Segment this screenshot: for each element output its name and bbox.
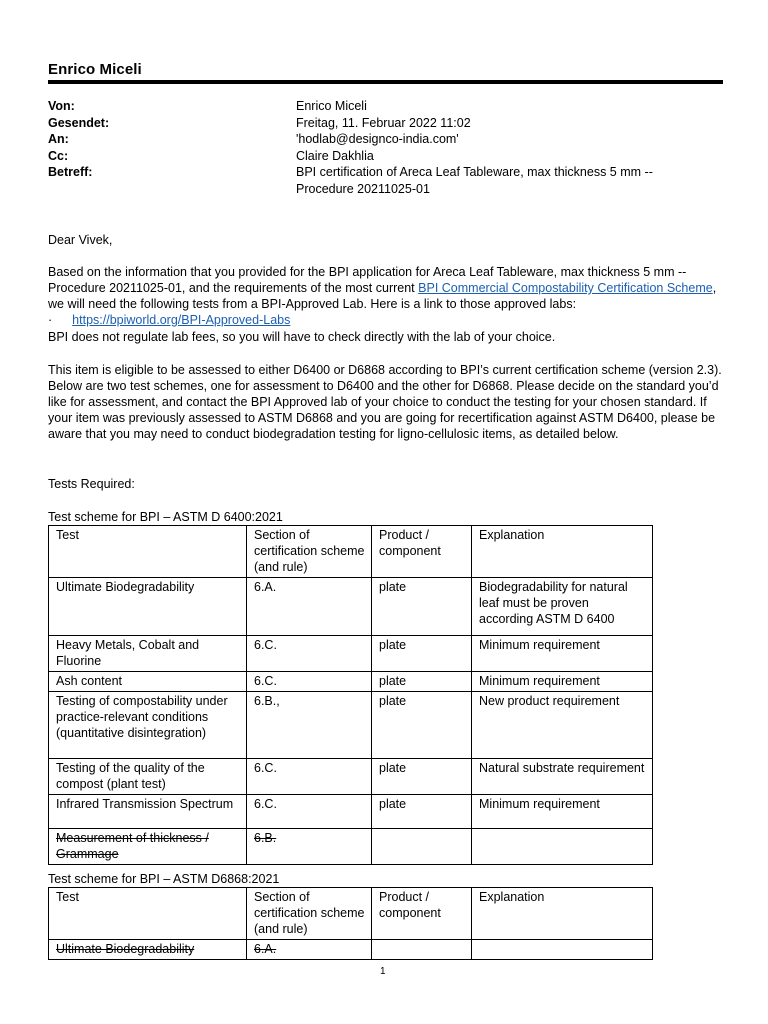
header-cell: Explanation (472, 526, 653, 578)
header-cell: Section of certification scheme (and rule) (247, 526, 372, 578)
header-key: Gesendet: (48, 115, 110, 130)
table-row-struck (49, 829, 653, 865)
header-key: Betreff: (48, 165, 93, 179)
tests-required-label: Tests Required: (48, 477, 135, 491)
bullet: · (48, 313, 53, 327)
cell-explanation: New product requirement (472, 692, 653, 759)
header-row-cc (48, 148, 723, 165)
approved-labs-link[interactable]: https://bpiworld.org/BPI-Approved-Labs (72, 313, 291, 327)
cell-product: plate (372, 636, 472, 672)
header-value: Enrico Miceli (296, 99, 367, 113)
header-rule (48, 80, 723, 84)
header-row-sent (48, 115, 723, 132)
table-row (49, 578, 653, 636)
email-headers (48, 98, 723, 197)
cell-explanation (472, 940, 653, 960)
cell-section: 6.B. (247, 829, 372, 865)
page-number: 1 (380, 966, 386, 977)
cell-section: 6.C. (247, 795, 372, 829)
table-row (49, 636, 653, 672)
table-row (49, 759, 653, 795)
cell-section: 6.A. (247, 578, 372, 636)
intro-text: Based on the information that you provided for the BPI application for Areca Leaf Tableware, max thickness 5 mm -- Procedure 20211025-01, and the requirements of the most current (48, 265, 687, 295)
cell-product: plate (372, 795, 472, 829)
table-header-row (49, 888, 653, 940)
cell-section: 6.C. (247, 759, 372, 795)
header-row-subject (48, 164, 723, 197)
cell-product: plate (372, 759, 472, 795)
cell-test: Testing of the quality of the compost (plant test) (49, 759, 247, 795)
header-cell: Test (49, 526, 247, 578)
sender-name: Enrico Miceli (48, 61, 142, 78)
table-row (49, 692, 653, 759)
paragraph-schemes: This item is eligible to be assessed to either D6400 or D6868 according to BPI’s current certification scheme (version 2.3). Below are two test schemes, one for assessment to D6400 and the other for D6868. Please decide on the standard you’d like for assessment, and contact the BPI Approved lab of your choice to conduct the testing for your chosen standard. If your item was previously assessed to ASTM D6868 and you are going for recertification against ASTM D6400, please be aware that you may need to conduct biodegradation testing for ligno-cellulosic items, as detailed below. (48, 363, 722, 441)
cell-explanation: Natural substrate requirement (472, 759, 653, 795)
cell-section: 6.C. (247, 672, 372, 692)
cell-test: Heavy Metals, Cobalt and Fluorine (49, 636, 247, 672)
header-key: An: (48, 132, 69, 146)
cell-section: 6.B., (247, 692, 372, 759)
cell-test: Measurement of thickness / Grammage (49, 829, 247, 865)
cell-product: plate (372, 672, 472, 692)
cell-explanation: Minimum requirement (472, 636, 653, 672)
cell-product: plate (372, 578, 472, 636)
scheme-link[interactable]: BPI Commercial Compostability Certification Scheme (418, 281, 713, 295)
header-cell: Product / component (372, 888, 472, 940)
table-row-struck (49, 940, 653, 960)
cell-section: 6.A. (247, 940, 372, 960)
cell-explanation: Biodegradability for natural leaf must be proven according ASTM D 6400 (472, 578, 653, 636)
table-row (49, 672, 653, 692)
cell-product: plate (372, 692, 472, 759)
scheme1-table (48, 525, 653, 865)
cell-product (372, 940, 472, 960)
header-value: 'hodlab@designco-india.com' (296, 132, 459, 146)
scheme2-title: Test scheme for BPI – ASTM D6868:2021 (48, 872, 280, 886)
cell-explanation: Minimum requirement (472, 672, 653, 692)
cell-explanation (472, 829, 653, 865)
header-value: BPI certification of Areca Leaf Tableware, max thickness 5 mm -- Procedure 20211025-01 (296, 165, 653, 196)
intro-text-continued: , we will need the following tests from a BPI-Approved Lab. Here is a link to those approved labs: (48, 281, 717, 311)
paragraph-intro (48, 264, 723, 312)
header-row-from (48, 98, 723, 115)
header-key: Von: (48, 99, 75, 113)
greeting: Dear Vivek, (48, 233, 113, 247)
header-row-to (48, 131, 723, 148)
cell-test: Ash content (49, 672, 247, 692)
table-row (49, 795, 653, 829)
cell-test: Testing of compostability under practice-relevant conditions (quantitative disintegration) (49, 692, 247, 759)
header-key: Cc: (48, 148, 69, 163)
header-value: Claire Dakhlia (296, 148, 374, 163)
cell-test: Infrared Transmission Spectrum (49, 795, 247, 829)
header-value: Freitag, 11. Februar 2022 11:02 (296, 115, 471, 130)
cell-section: 6.C. (247, 636, 372, 672)
header-cell: Product / component (372, 526, 472, 578)
header-cell: Test (49, 888, 247, 940)
fees-note: BPI does not regulate lab fees, so you will have to check directly with the lab of your choice. (48, 330, 556, 344)
cell-test: Ultimate Biodegradability (49, 940, 247, 960)
table-header-row (49, 526, 653, 578)
scheme2-table (48, 887, 653, 960)
scheme1-title: Test scheme for BPI – ASTM D 6400:2021 (48, 510, 283, 524)
cell-explanation: Minimum requirement (472, 795, 653, 829)
cell-product (372, 829, 472, 865)
header-cell: Section of certification scheme (and rule) (247, 888, 372, 940)
labs-link-line (48, 312, 723, 328)
cell-test: Ultimate Biodegradability (49, 578, 247, 636)
header-cell: Explanation (472, 888, 653, 940)
